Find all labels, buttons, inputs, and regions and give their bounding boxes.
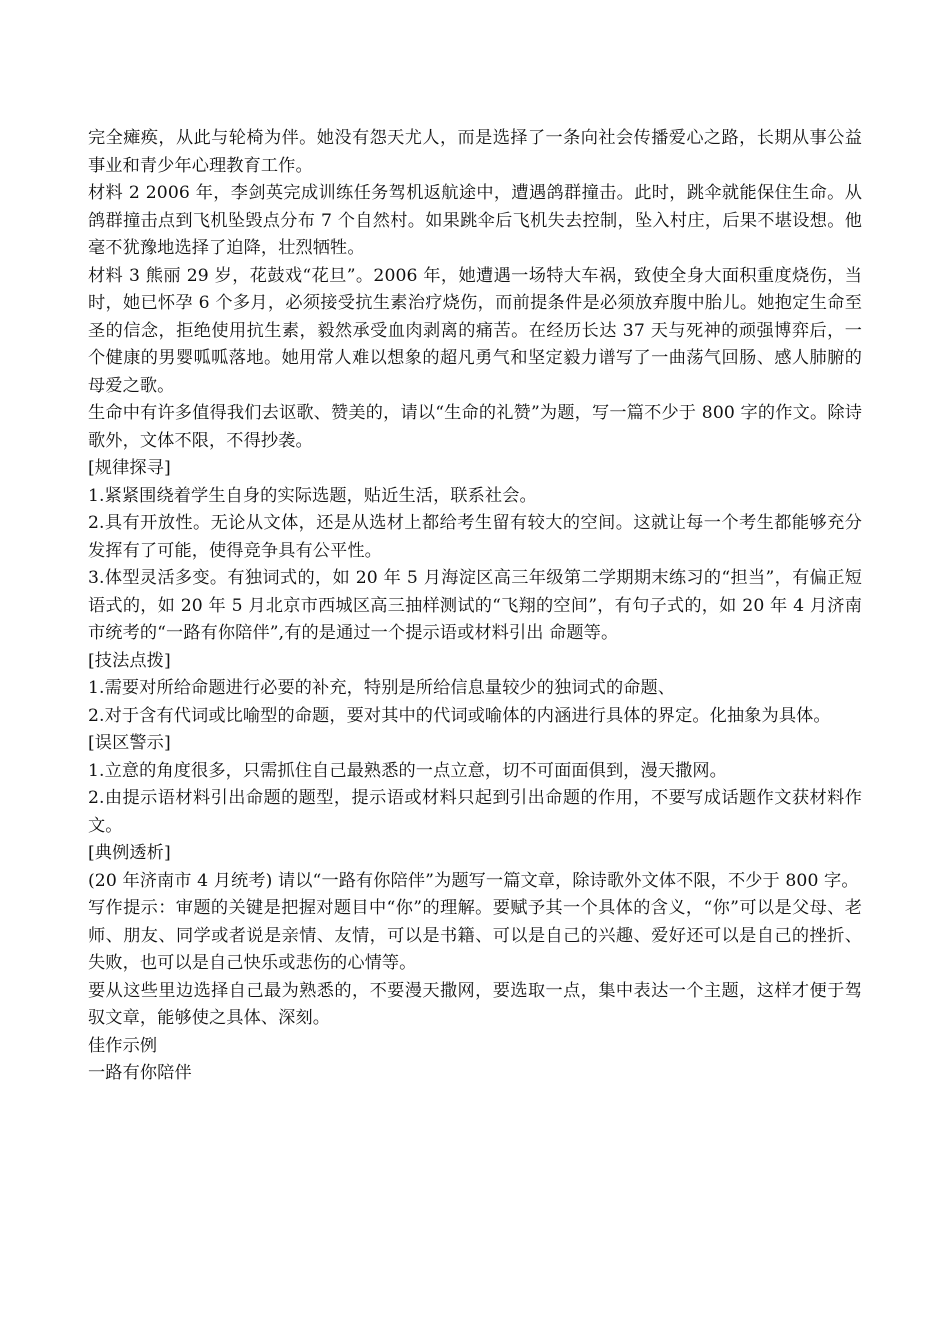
paragraph-pitfall-1: 1.立意的角度很多，只需抓住自己最熟悉的一点立意，切不可面面俱到，漫天撒网。 bbox=[88, 760, 727, 781]
paragraph-technique-2: 2.对于含有代词或比喻型的命题，要对其中的代词或喻体的内涵进行具体的界定。化抽象为具体。 bbox=[88, 705, 831, 726]
section-heading-techniques: [技法点拨] bbox=[88, 650, 171, 671]
paragraph-rule-3: 3.体型灵活多变。有独词式的，如 20 年 5 月海淀区高三年级第二学期期末练习的“担当”，有偏正短语式的，如 20 年 5 月北京市西城区高三抽样测试的“飞翔的空间”，有句子式的，如 20 年 4 月济南市统考的“一路有你陪伴”,有的是通过一个提示语或材料引出 命题等。 bbox=[88, 568, 862, 643]
paragraph-writing-tip: 写作提示：审题的关键是把握对题目中“你”的理解。要赋予其一个具体的含义，“你”可以是父母、老师、朋友、同学或者说是亲情、友情，可以是书籍、可以是自己的兴趣、爱好还可以是自己的挫折、失败，也可以是自己快乐或悲伤的心情等。 bbox=[88, 898, 862, 973]
section-heading-pitfalls: [误区警示] bbox=[88, 733, 171, 753]
paragraph-pitfall-2: 2.由提示语材料引出命题的题型，提示语或材料只起到引出命题的作用，不要写成话题作文获材料作文。 bbox=[88, 788, 862, 836]
paragraph-rule-1: 1.紧紧围绕着学生自身的实际选题，贴近生活，联系社会。 bbox=[88, 485, 537, 506]
section-heading-examples: [典例透析] bbox=[88, 843, 171, 863]
paragraph-sample-heading: 佳作示例 bbox=[88, 1035, 158, 1056]
paragraph-writing-tip-2: 要从这些里边选择自己最为熟悉的，不要漫天撒网，要选取一点，集中表达一个主题，这样才便于驾驭文章，能够使之具体、深刻。 bbox=[88, 980, 862, 1028]
paragraph-technique-1: 1.需要对所给命题进行必要的补充，特别是所给信息量较少的独词式的命题、 bbox=[88, 678, 676, 698]
paragraph-example-prompt: (20 年济南市 4 月统考) 请以“一路有你陪伴”为题写一篇文章，除诗歌外文体不限，不少于 800 字。 bbox=[88, 870, 859, 891]
paragraph-rule-2: 2.具有开放性。无论从文体，还是从选材上都给考生留有较大的空间。这就让每一个考生都能够充分发挥有了可能，使得竞争具有公平性。 bbox=[88, 513, 862, 561]
paragraph-sample-title: 一路有你陪伴 bbox=[88, 1063, 192, 1083]
section-heading-rules: [规律探寻] bbox=[88, 458, 171, 478]
paragraph-material-3: 材料 3 熊丽 29 岁，花鼓戏“花旦”。2006 年，她遭遇一场特大车祸，致使全身大面积重度烧伤，当时，她已怀孕 6 个多月，必须接受抗生素治疗烧伤，而前提条件是必须放弃腹中胎儿。她抱定生命至圣的信念，拒绝使用抗生素，毅然承受血肉剥离的痛苦。在经历长达 37 天与死神的顽强博弈后，一个健康的男婴呱呱落地。她用常人难以想象的超凡勇气和坚定毅力谱写了一曲荡气回肠、感人肺腑的母爱之歌。 bbox=[88, 265, 862, 396]
paragraph-prompt: 生命中有许多值得我们去讴歌、赞美的，请以“生命的礼赞”为题，写一篇不少于 800 字的作文。除诗歌外，文体不限，不得抄袭。 bbox=[88, 403, 862, 451]
paragraph-material-2: 材料 2 2006 年，李剑英完成训练任务驾机返航途中，遭遇鸽群撞击。此时，跳伞就能保住生命。从鸽群撞击点到飞机坠毁点分布 7 个自然村。如果跳伞后飞机失去控制，坠入村庄，后果不堪设想。他毫不犹豫地选择了迫降，壮烈牺牲。 bbox=[88, 183, 862, 258]
paragraph-material-1-end: 完全瘫痪，从此与轮椅为伴。她没有怨天尤人，而是选择了一条向社会传播爱心之路，长期从事公益事业和青少年心理教育工作。 bbox=[88, 128, 862, 176]
